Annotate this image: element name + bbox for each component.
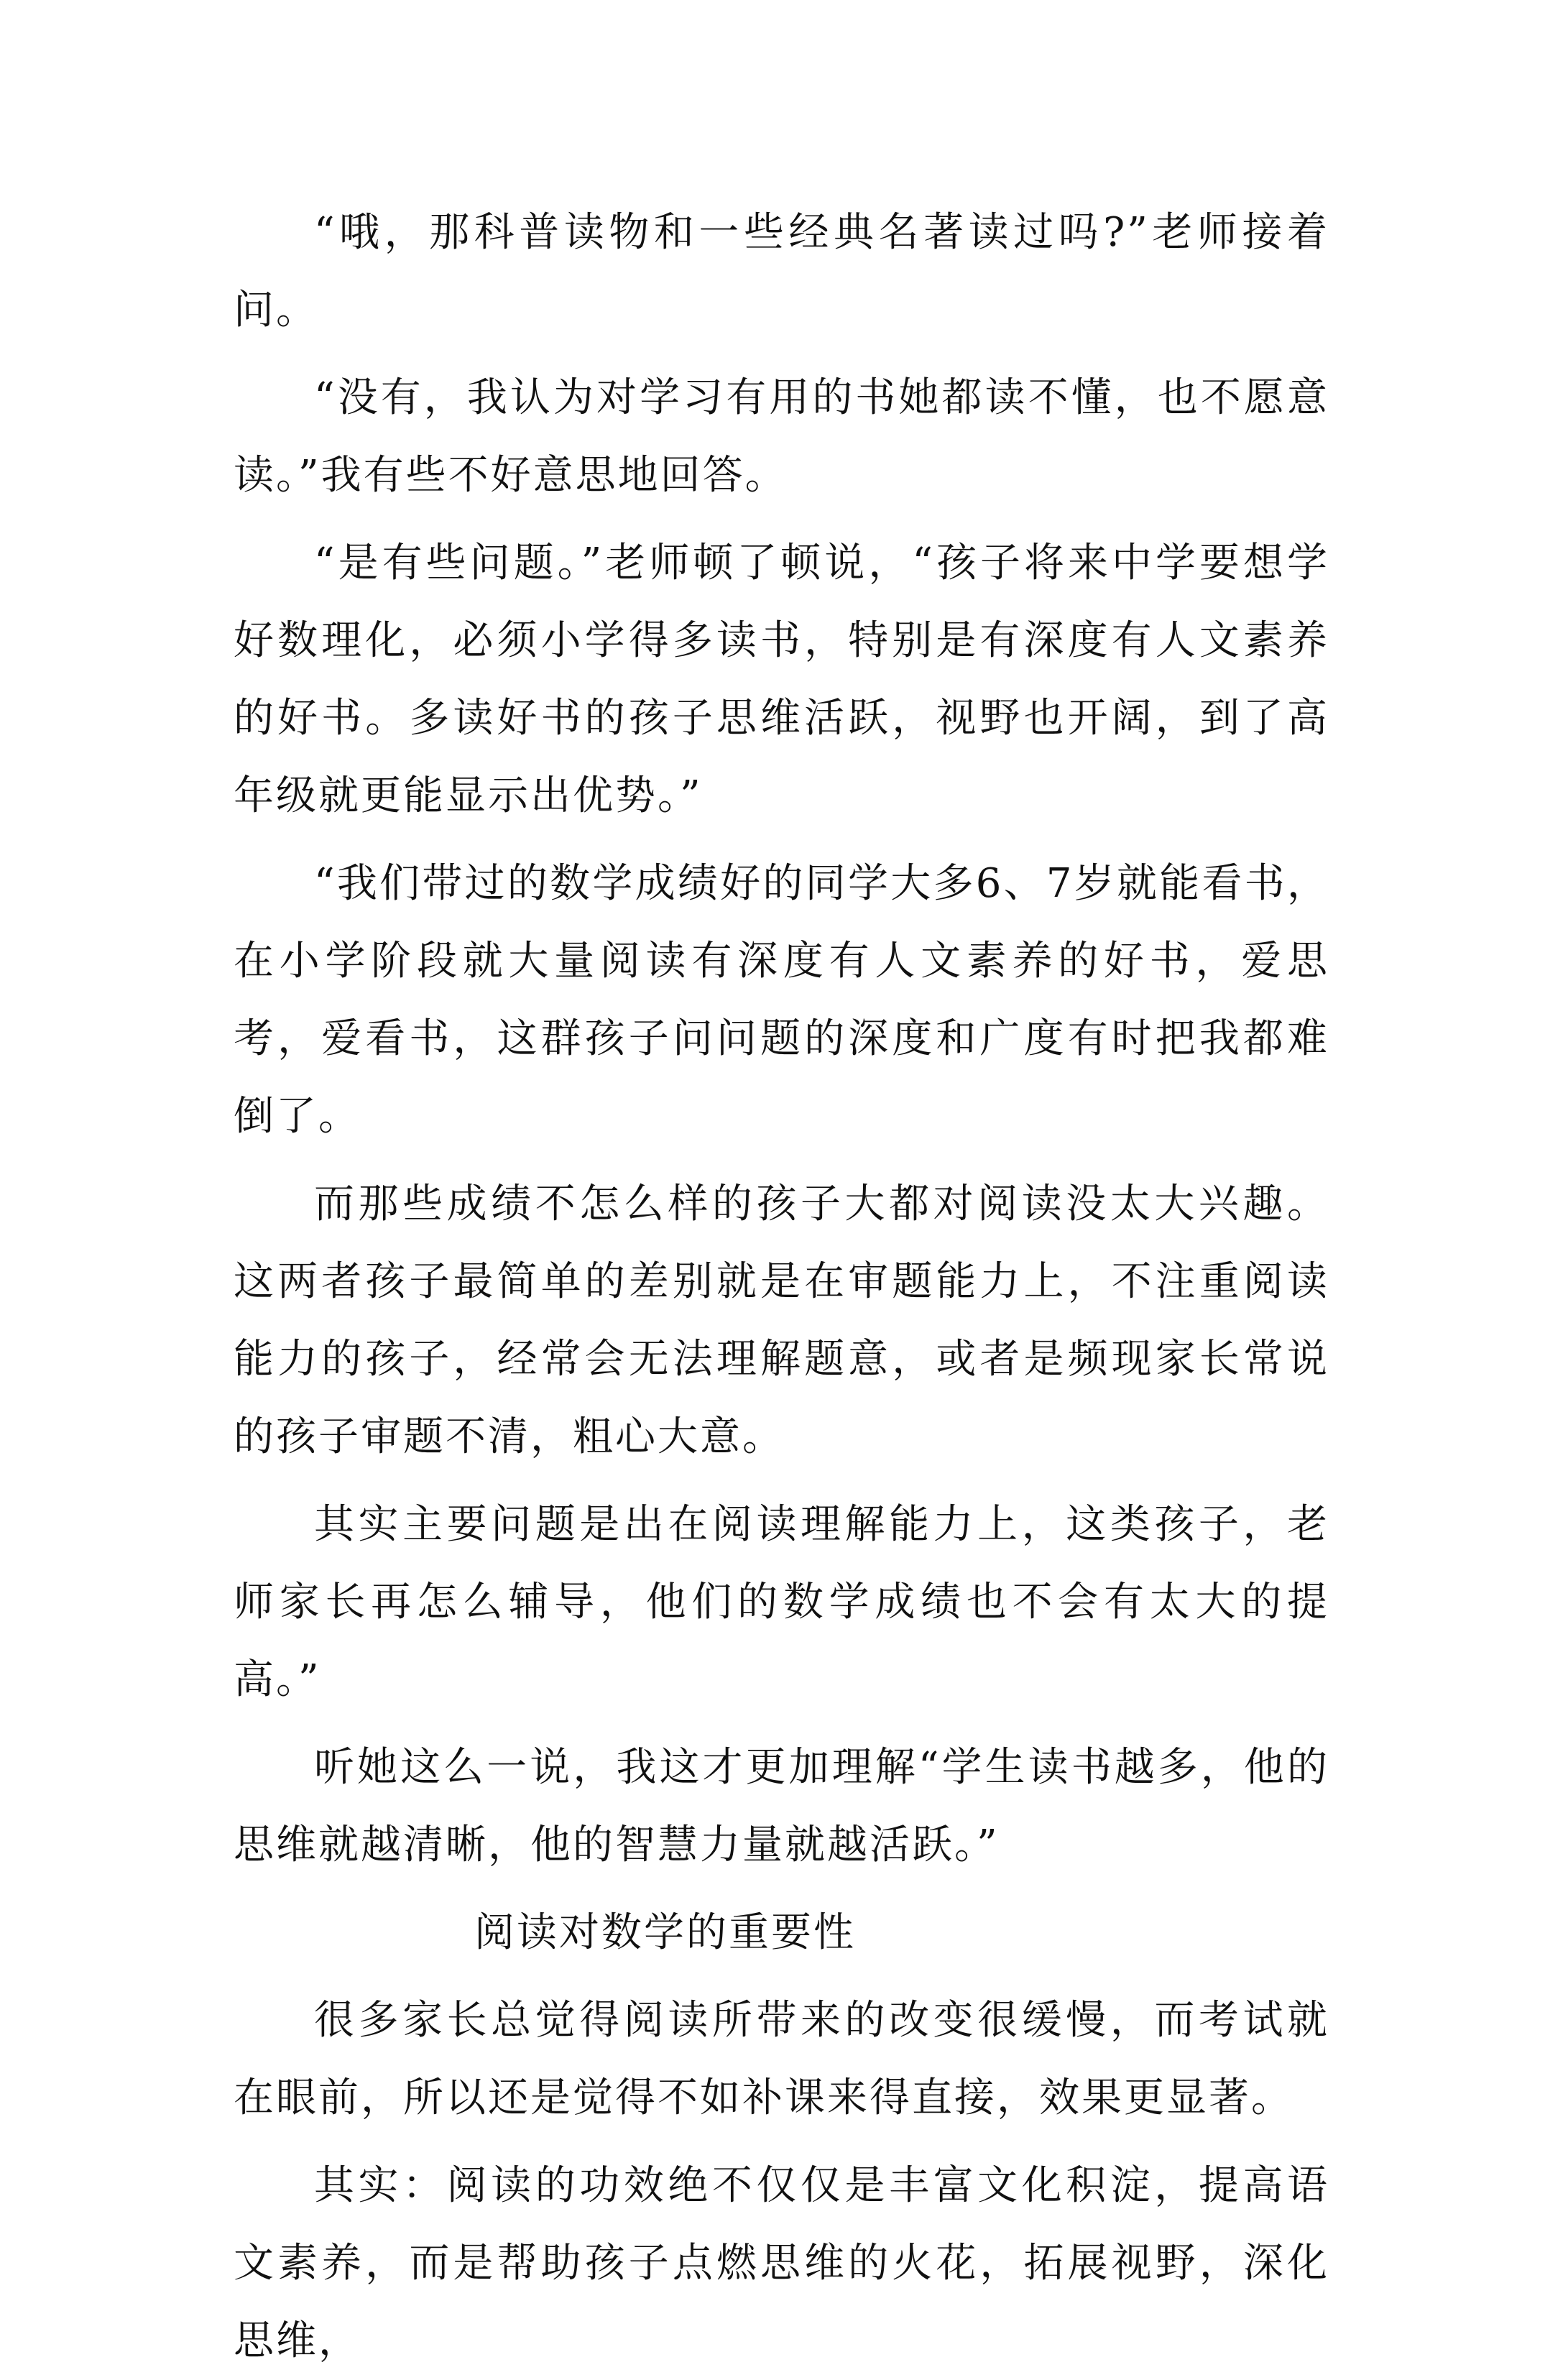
section-heading: 阅读对数学的重要性	[474, 1909, 856, 1956]
paragraph-7: 听她这么一说，我这才更加理解“学生读书越多，他的思维就越清晰，他的智慧力量就越活跃。”	[234, 1744, 1329, 1868]
paragraph-5: 而那些成绩不怎么样的孩子大都对阅读没太大兴趣。这两者孩子最简单的差别就是在审题能力上，不注重阅读能力的孩子，经常会无法理解题意，或者是频现家长常说的孩子审题不清，粗心大意。	[234, 1181, 1329, 1460]
paragraph-6: 其实主要问题是出在阅读理解能力上，这类孩子，老师家长再怎么辅导，他们的数学成绩也不会有太大的提高。”	[234, 1501, 1329, 1703]
paragraph-9: 其实：阅读的功效绝不仅仅是丰富文化积淀，提高语文素养，而是帮助孩子点燃思维的火花，拓展视野，深化思维，	[234, 2162, 1329, 2364]
paragraph-2: “没有，我认为对学习有用的书她都读不懂，也不愿意读。”我有些不好意思地回答。	[234, 374, 1329, 499]
paragraph-3: “是有些问题。”老师顿了顿说，“孩子将来中学要想学好数理化，必须小学得多读书，特别是有深度有人文素养的好书。多读好书的孩子思维活跃，视野也开阔，到了高年级就更能显示出优势。”	[234, 540, 1329, 819]
paragraph-1: “哦，那科普读物和一些经典名著读过吗?”老师接着问。	[234, 209, 1329, 333]
document-body	[234, 194, 1329, 2380]
paragraph-4: “我们带过的数学成绩好的同学大多6、7岁就能看书，在小学阶段就大量阅读有深度有人文素养的好书，爱思考，爱看书，这群孩子问问题的深度和广度有时把我都难倒了。	[234, 860, 1329, 1140]
paragraph-8: 很多家长总觉得阅读所带来的改变很缓慢，而考试就在眼前，所以还是觉得不如补课来得直接，效果更显著。	[234, 1997, 1329, 2121]
